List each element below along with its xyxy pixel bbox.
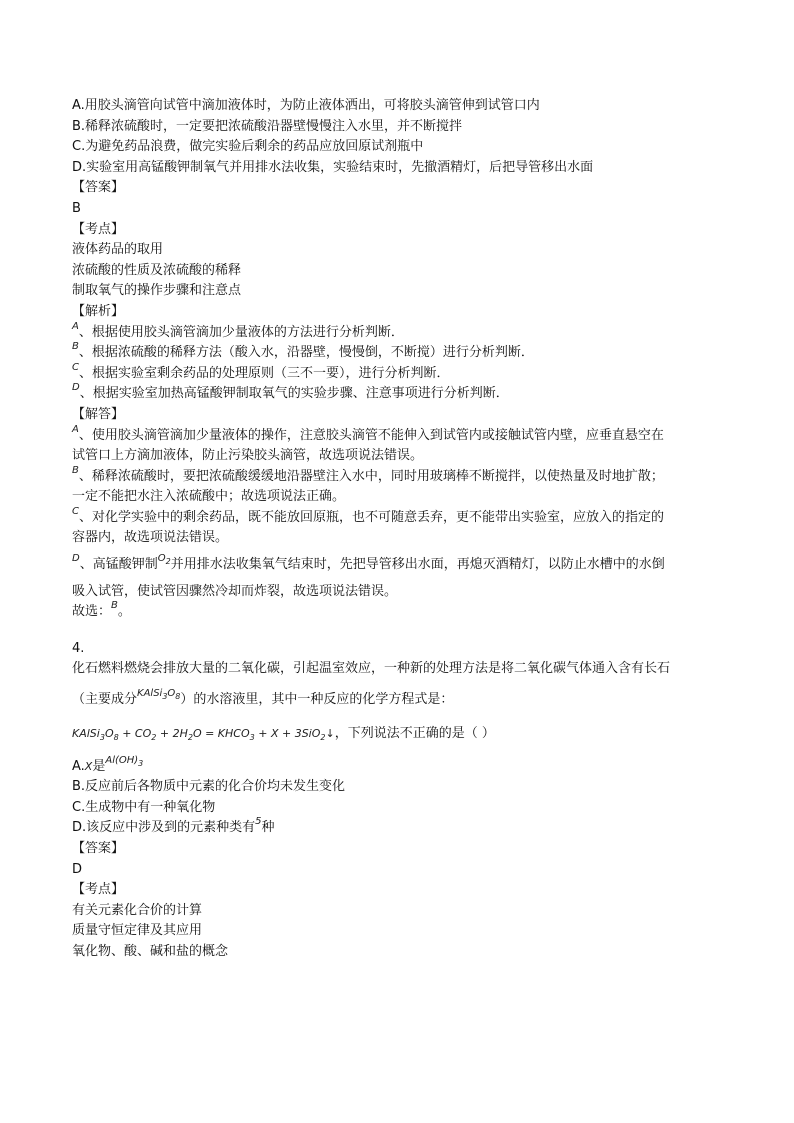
q4-stem-line2: （主要成分$^{KAlSi_3O_8}$）的水溶液里，其中一种反应的化学方程式是：: [72, 688, 454, 708]
q3-point-1: 液体药品的取用: [72, 242, 164, 258]
q3-solution-d-line1: [72, 555, 732, 576]
q3-conclusion: 故选：$^B$。: [72, 600, 131, 620]
analysis-text: 、根据浓硫酸的稀释方法（酸入水，沿器壁，慢慢倒，不断搅）进行分析判断．: [78, 345, 534, 361]
analysis-text: 、根据使用胶头滴管滴加少量液体的方法进行分析判断．: [78, 324, 404, 340]
analysis-letter: D: [72, 382, 80, 394]
q3-option-b: B.稀释浓硫酸时，一定要把浓硫酸沿器壁慢慢注入水里，并不断搅拌: [72, 118, 463, 134]
q4-number: 4.: [72, 640, 85, 656]
chemical-equation: $KAlSi_3O_8 + CO_2 + 2H_2O$ = $KHCO_3 + X$ + 3SiO$_2$↓: [72, 726, 335, 742]
aluminum-hydroxide-formula: Al(OH)3: [105, 754, 144, 768]
q3-option-d: D.实验室用高锰酸钾制氧气并用排水法收集，实验结束时，先撤酒精灯，后把导管移出水面: [72, 159, 594, 175]
q4-option-c: C.生成物中有一种氧化物: [72, 799, 216, 815]
q3-solution-heading: 【解答】: [72, 406, 125, 422]
feldspar-formula: KAlSi3O8: [137, 688, 181, 702]
analysis-letter: C: [72, 361, 79, 373]
q3-point-3: 制取氧气的操作步骤和注意点: [72, 283, 242, 299]
precipitate-arrow-icon: ↓: [325, 726, 335, 740]
q4-stem-line1: 化石燃料燃烧会排放大量的二氧化碳，引起温室效应，一种新的处理方法是将二氧化碳气体通入含有长石: [72, 661, 671, 677]
q4-points-heading: 【考点】: [72, 882, 125, 898]
oxygen-formula: O2: [157, 553, 171, 567]
solution-text: 、高锰酸钾制: [79, 557, 158, 573]
q4-option-d: D.该反应中涉及到的元素种类有$^5$种: [72, 816, 275, 836]
q3-solution-a-line2: 试管口上方滴加液体，防止污染胶头滴管，故选项说法错误。: [72, 448, 424, 464]
q4-answer: D: [72, 861, 83, 877]
q3-points-heading: 【考点】: [72, 221, 125, 237]
q4-point-1: 有关元素化合价的计算: [72, 902, 203, 918]
analysis-letter: B: [72, 341, 79, 353]
conclusion-letter: B: [111, 600, 118, 612]
solution-letter: C: [72, 505, 79, 517]
q3-analysis-a: [72, 320, 732, 344]
q4-option-b: B.反应前后各物质中元素的化合价均未发生变化: [72, 779, 346, 795]
solution-letter: A: [72, 423, 79, 435]
solution-letter: D: [72, 553, 80, 565]
q3-analysis-d: [72, 384, 732, 405]
q3-solution-b-line1: [72, 464, 732, 488]
document-page: [72, 96, 732, 963]
analysis-text: 、根据实验室加热高锰酸钾制取氧气的实验步骤、注意事项进行分析判断．: [79, 386, 509, 402]
q4-equation-line: $KAlSi_3O_8 + CO_2 + 2H_2O$ = $KHCO_3 + X$ + 3SiO$_2$↓，下列说法不正确的是（ ）: [72, 725, 495, 742]
solution-text: 、稀释浓硫酸时，要把浓硫酸缓缓地沿器壁注入水中，同时用玻璃棒不断搅拌，以使热量及时地扩散；: [78, 468, 664, 484]
q4-point-3: 氧化物、酸、碱和盐的概念: [72, 943, 229, 959]
q3-option-c: C.为避免药品浪费，做完实验后剩余的药品应放回原试剂瓶中: [72, 139, 424, 155]
solution-text: 、使用胶头滴管滴加少量液体的操作，注意胶头滴管不能伸入到试管内或接触试管内壁，应垂直悬空在: [78, 427, 664, 443]
q3-solution-a-line1: [72, 423, 732, 447]
analysis-letter: A: [72, 320, 79, 332]
analysis-text: 、根据实验室剩余药品的处理原则（三不一要），进行分析判断．: [78, 365, 450, 381]
q4-point-2: 质量守恒定律及其应用: [72, 923, 203, 939]
q4-option-a: A.X是$^{Al(OH)_3}$: [72, 754, 144, 774]
solution-letter: B: [72, 464, 79, 476]
q3-answer: B: [72, 200, 81, 216]
q3-solution-d-line2: 吸入试管，使试管因骤然冷却而炸裂，故选项说法错误。: [72, 583, 398, 599]
q3-solution-c-line2: 容器内，故选项说法错误。: [72, 530, 229, 546]
q3-point-2: 浓硫酸的性质及浓硫酸的稀释: [72, 262, 242, 278]
q3-analysis-b: [72, 343, 732, 364]
q3-answer-heading: 【答案】: [72, 180, 125, 196]
q3-analysis-heading: 【解析】: [72, 303, 125, 319]
solution-text: 、对化学实验中的剩余药品，既不能放回原瓶，也不可随意丢弃，更不能带出实验室，应放入的指定的: [78, 509, 664, 525]
solution-text: 并用排水法收集氧气结束时，先把导管移出水面，再熄灭酒精灯，以防止水槽中的水倒: [170, 557, 665, 573]
q4-answer-heading: 【答案】: [72, 841, 125, 856]
q3-solution-c-line1: [72, 505, 732, 529]
q3-solution-b-line2: 一定不能把水注入浓硫酸中；故选项说法正确。: [72, 489, 346, 505]
q3-option-a: A.用胶头滴管向试管中滴加液体时，为防止液体洒出，可将胶头滴管伸到试管口内: [72, 98, 540, 113]
q3-analysis-c: [72, 361, 732, 385]
